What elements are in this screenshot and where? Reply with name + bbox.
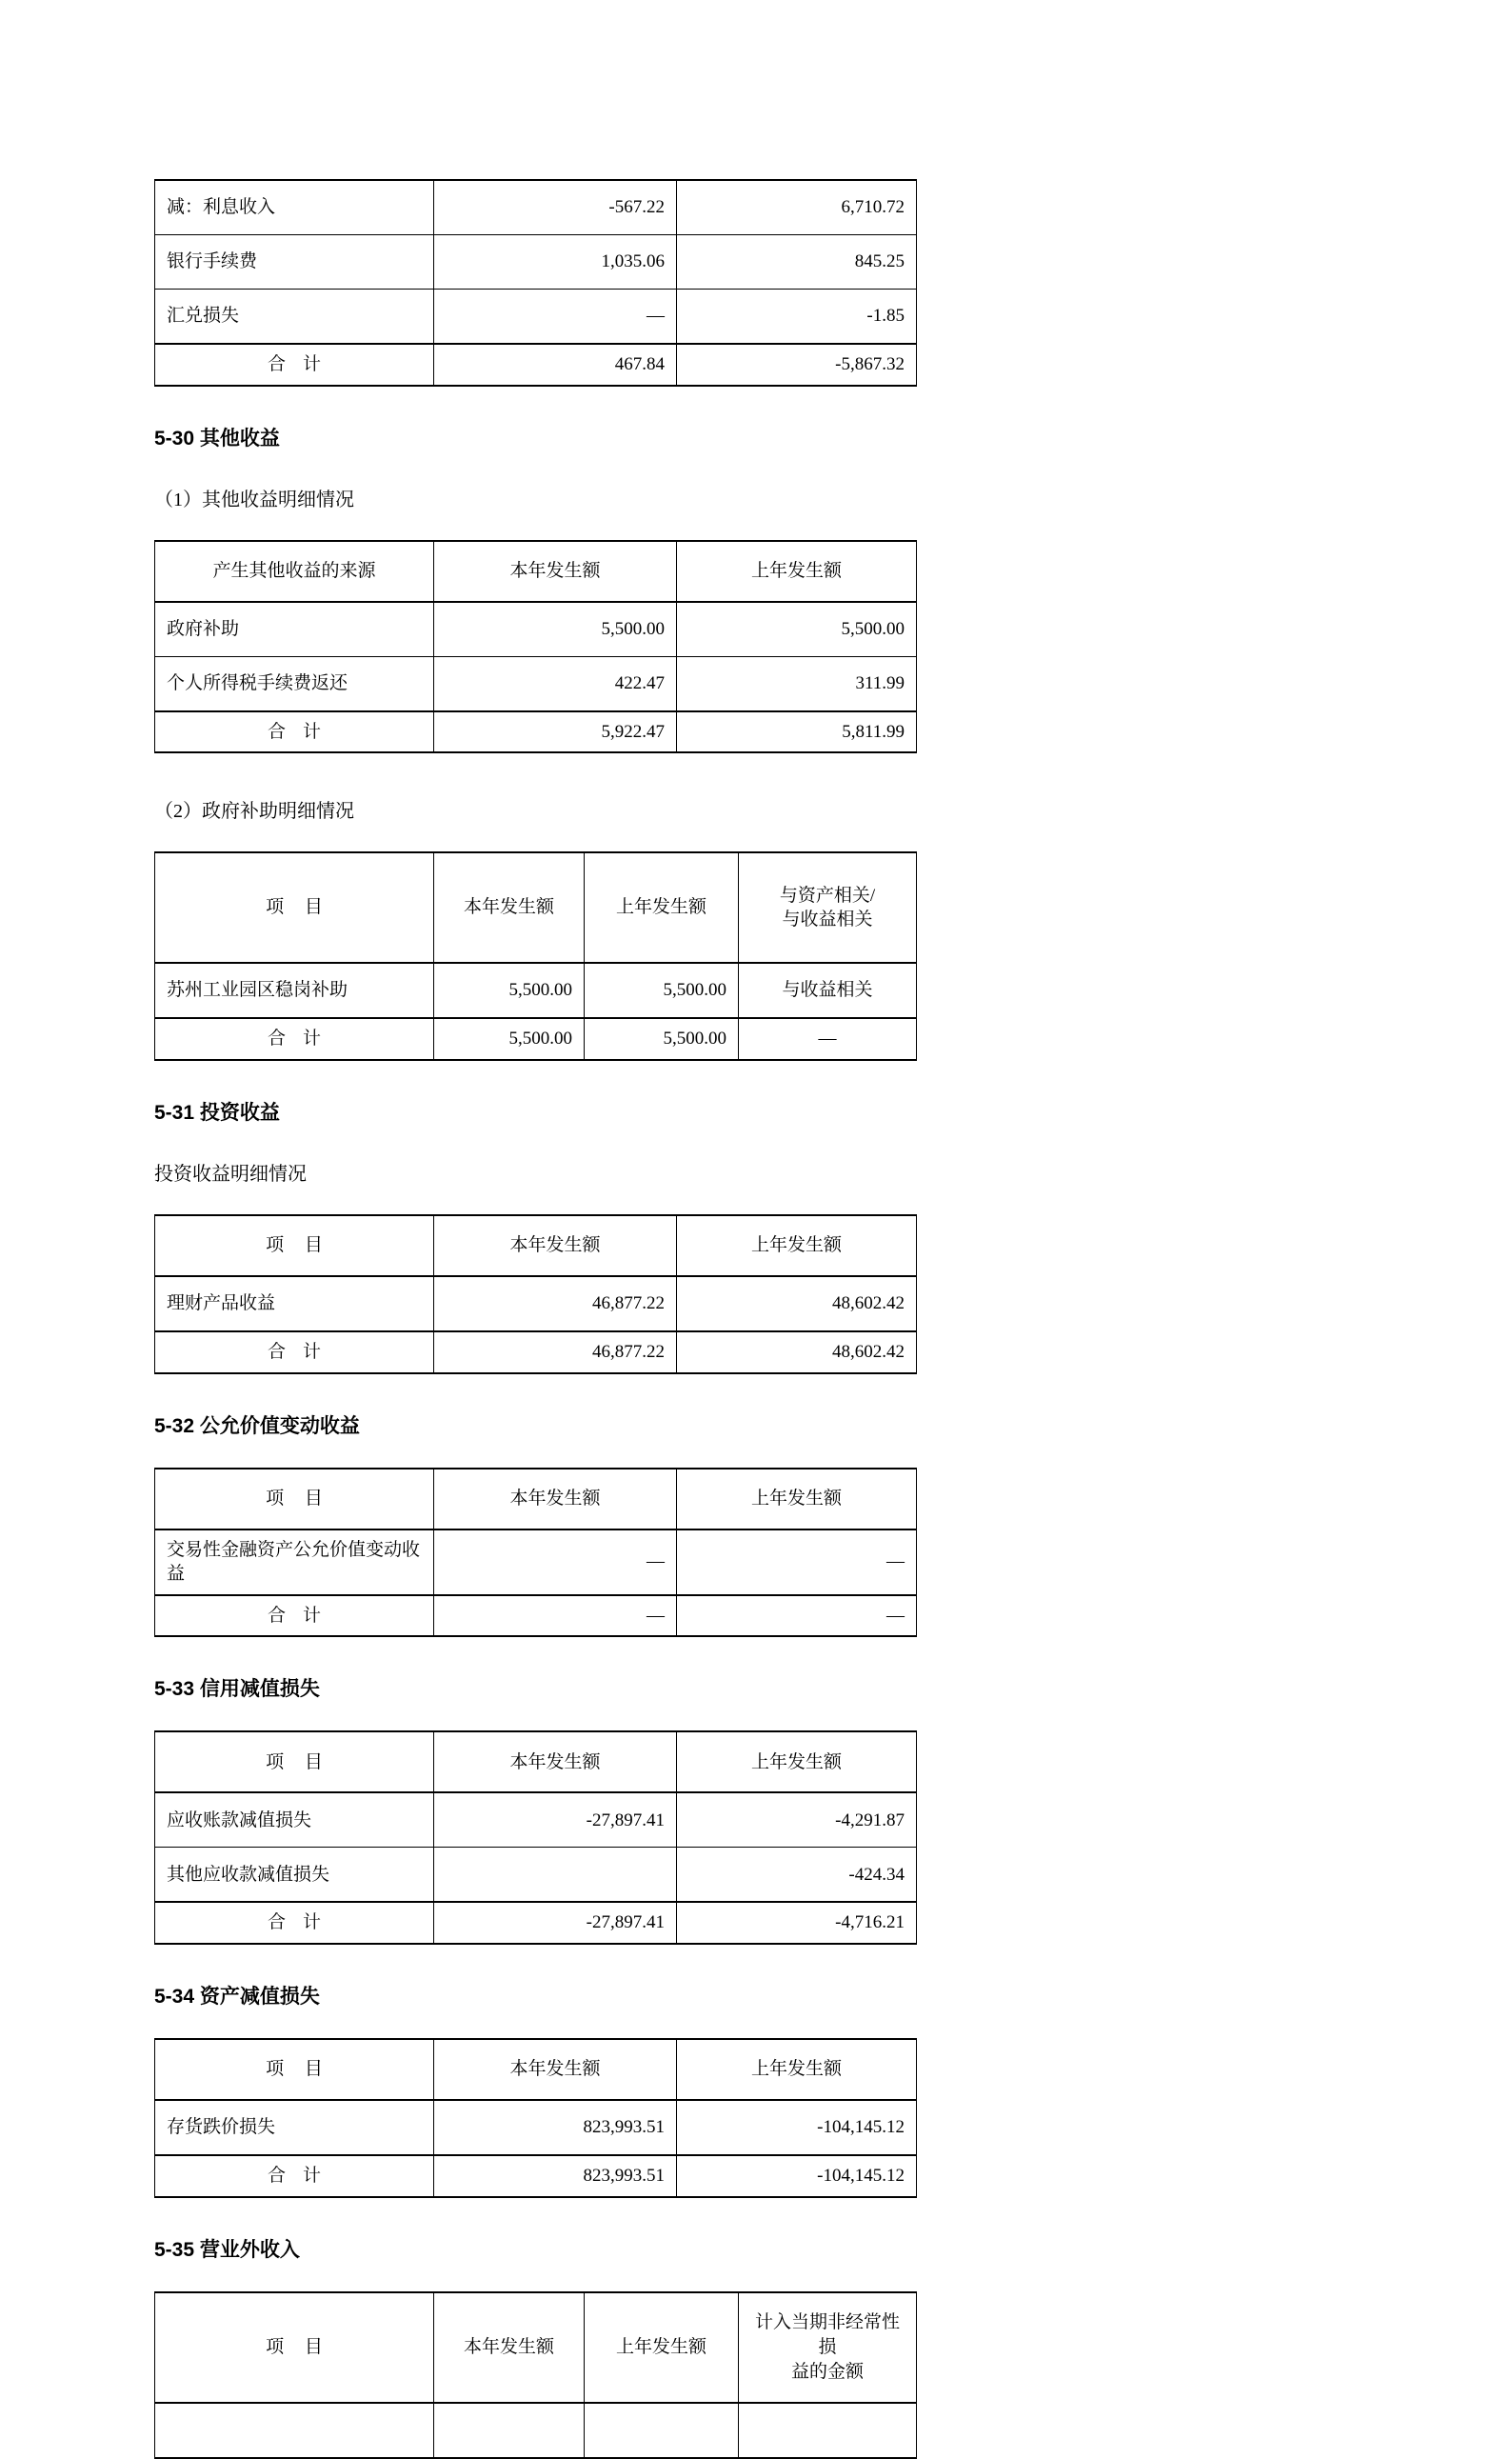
header-item: 项 目 (155, 1731, 434, 1792)
subheading-5-30-1: （1）其他收益明细情况 (154, 489, 354, 510)
cell-total-prior-year: -104,145.12 (677, 2155, 917, 2197)
cell-relation: 与收益相关 (739, 963, 917, 1018)
header-current-year: 本年发生额 (434, 852, 585, 963)
table-header-row (155, 2292, 917, 2403)
header-current-year: 本年发生额 (434, 1215, 677, 1276)
header-prior-year: 上年发生额 (677, 541, 917, 602)
cell-item (155, 2403, 434, 2458)
cell-total-current-year: 823,993.51 (434, 2155, 677, 2197)
cell-item: 汇兑损失 (155, 290, 434, 345)
table-row (155, 180, 917, 235)
table-total-row (155, 1018, 917, 1060)
table-total-row (155, 711, 917, 753)
table-total-row (155, 1902, 917, 1944)
header-item: 项 目 (155, 1469, 434, 1529)
cell-total-prior-year: 48,602.42 (677, 1331, 917, 1373)
non-operating-income-table (154, 2291, 917, 2459)
cell-prior-year: — (677, 1529, 917, 1595)
header-item: 项 目 (155, 852, 434, 963)
header-prior-year: 上年发生额 (677, 1215, 917, 1276)
cell-total-prior-year: 5,500.00 (585, 1018, 739, 1060)
cell-current-year: 5,500.00 (434, 963, 585, 1018)
cell-total-prior-year: 5,811.99 (677, 711, 917, 753)
table-header-row (155, 541, 917, 602)
cell-prior-year: -1.85 (677, 290, 917, 345)
table-row (155, 602, 917, 657)
cell-current-year: 46,877.22 (434, 1276, 677, 1331)
table-row (155, 1529, 917, 1595)
cell-current-year: 1,035.06 (434, 235, 677, 290)
cell-prior-year: 5,500.00 (585, 963, 739, 1018)
header-item: 项 目 (155, 1215, 434, 1276)
cell-current-year: 823,993.51 (434, 2100, 677, 2155)
header-item: 项 目 (155, 2039, 434, 2100)
cell-prior-year: 6,710.72 (677, 180, 917, 235)
header-current-year: 本年发生额 (434, 1731, 677, 1792)
table-row (155, 290, 917, 345)
header-nonrecurring-line2: 益的金额 (790, 2361, 864, 2382)
header-nonrecurring-amount (739, 2292, 917, 2403)
header-current-year: 本年发生额 (434, 541, 677, 602)
section-5-34-heading: 5-34 资产减值损失 (154, 1986, 320, 2009)
cell-prior-year: 845.25 (677, 235, 917, 290)
government-grant-detail-table (154, 851, 917, 1061)
cell-prior-year: -424.34 (677, 1848, 917, 1903)
cell-prior-year: 311.99 (677, 656, 917, 711)
cell-current-year: 5,500.00 (434, 602, 677, 657)
asset-impairment-loss-table (154, 2038, 917, 2198)
header-prior-year: 上年发生额 (677, 1731, 917, 1792)
cell-prior-year: 5,500.00 (677, 602, 917, 657)
cell-nonrecurring-amount (739, 2403, 917, 2458)
fair-value-change-income-table (154, 1468, 917, 1638)
cell-prior-year: 48,602.42 (677, 1276, 917, 1331)
table-header-row (155, 1215, 917, 1276)
table-total-row (155, 1331, 917, 1373)
page-content (154, 179, 916, 2459)
cell-current-year (434, 2403, 585, 2458)
subheading-5-31: 投资收益明细情况 (154, 1163, 307, 1185)
cell-total-label: 合 计 (155, 2155, 434, 2197)
table-total-row (155, 2155, 917, 2197)
cell-total-label: 合 计 (155, 1018, 434, 1060)
cell-current-year: — (434, 290, 677, 345)
cell-total-current-year: 5,500.00 (434, 1018, 585, 1060)
header-current-year: 本年发生额 (434, 2292, 585, 2403)
investment-income-table (154, 1214, 917, 1374)
cell-total-label: 合 计 (155, 1902, 434, 1944)
subheading-5-30-2: （2）政府补助明细情况 (154, 801, 354, 823)
header-prior-year: 上年发生额 (585, 2292, 739, 2403)
cell-current-year (434, 1848, 677, 1903)
table-row (155, 1792, 917, 1848)
header-current-year: 本年发生额 (434, 1469, 677, 1529)
cell-item: 个人所得税手续费返还 (155, 656, 434, 711)
cell-item: 交易性金融资产公允价值变动收益 (155, 1529, 434, 1595)
table-row (155, 2100, 917, 2155)
section-5-35-heading: 5-35 营业外收入 (154, 2238, 300, 2261)
cell-total-relation: — (739, 1018, 917, 1060)
header-relation-line2: 与收益相关 (782, 910, 873, 930)
cell-total-current-year: 5,922.47 (434, 711, 677, 753)
cell-item: 减：利息收入 (155, 180, 434, 235)
cell-item: 苏州工业园区稳岗补助 (155, 963, 434, 1018)
table-row (155, 235, 917, 290)
table-row (155, 656, 917, 711)
cell-total-current-year: 467.84 (434, 344, 677, 386)
section-5-33-heading: 5-33 信用减值损失 (154, 1678, 320, 1701)
cell-item: 政府补助 (155, 602, 434, 657)
table-row (155, 1276, 917, 1331)
table-header-row (155, 852, 917, 963)
section-5-32-heading: 5-32 公允价值变动收益 (154, 1414, 360, 1437)
cell-total-current-year: -27,897.41 (434, 1902, 677, 1944)
header-prior-year: 上年发生额 (677, 2039, 917, 2100)
cell-total-prior-year: -4,716.21 (677, 1902, 917, 1944)
cell-prior-year (585, 2403, 739, 2458)
header-source: 产生其他收益的来源 (155, 541, 434, 602)
cell-total-label: 合 计 (155, 344, 434, 386)
cell-total-label: 合 计 (155, 1331, 434, 1373)
cell-current-year: — (434, 1529, 677, 1595)
other-income-detail-table (154, 540, 917, 754)
cell-total-prior-year: -5,867.32 (677, 344, 917, 386)
header-nonrecurring-line1: 计入当期非经常性损 (754, 2312, 900, 2357)
header-item: 项 目 (155, 2292, 434, 2403)
table-total-row (155, 344, 917, 386)
credit-impairment-loss-table (154, 1730, 917, 1945)
section-5-30-heading: 5-30 其他收益 (154, 427, 280, 450)
cell-item: 其他应收款减值损失 (155, 1848, 434, 1903)
table-row (155, 1848, 917, 1903)
cell-prior-year: -104,145.12 (677, 2100, 917, 2155)
cell-item: 银行手续费 (155, 235, 434, 290)
section-5-31-heading: 5-31 投资收益 (154, 1101, 280, 1124)
cell-total-current-year: — (434, 1595, 677, 1637)
table-total-row (155, 1595, 917, 1637)
cell-total-prior-year: — (677, 1595, 917, 1637)
header-relation-line1: 与资产相关/ (779, 885, 876, 906)
header-prior-year: 上年发生额 (677, 1469, 917, 1529)
cell-prior-year: -4,291.87 (677, 1792, 917, 1848)
cell-item: 理财产品收益 (155, 1276, 434, 1331)
cell-current-year: -567.22 (434, 180, 677, 235)
table-row (155, 2403, 917, 2458)
cell-total-label: 合 计 (155, 1595, 434, 1637)
cell-total-current-year: 46,877.22 (434, 1331, 677, 1373)
financial-expense-table-continued (154, 179, 917, 387)
table-row (155, 963, 917, 1018)
table-header-row (155, 2039, 917, 2100)
cell-total-label: 合 计 (155, 711, 434, 753)
table-header-row (155, 1731, 917, 1792)
cell-item: 存货跌价损失 (155, 2100, 434, 2155)
cell-item: 应收账款减值损失 (155, 1792, 434, 1848)
header-prior-year: 上年发生额 (585, 852, 739, 963)
table-header-row (155, 1469, 917, 1529)
header-relation (739, 852, 917, 963)
cell-current-year: -27,897.41 (434, 1792, 677, 1848)
header-current-year: 本年发生额 (434, 2039, 677, 2100)
cell-current-year: 422.47 (434, 656, 677, 711)
